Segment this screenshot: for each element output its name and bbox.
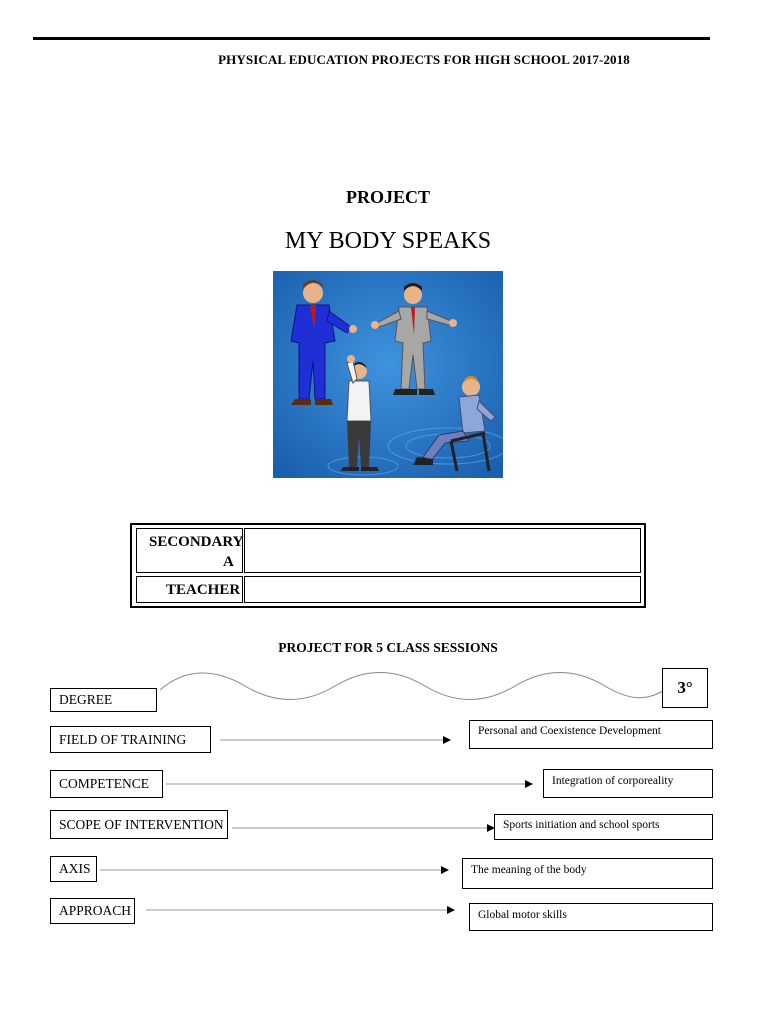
field-of-training-arrowhead [443,736,451,744]
degree-label: DEGREE [59,692,113,707]
secondary-value-cell[interactable] [244,528,641,573]
teacher-label: TEACHER [166,582,241,598]
field-of-training-value: Personal and Coexistence Development [478,725,661,737]
document-header-title: PHYSICAL EDUCATION PROJECTS FOR HIGH SCHOOL 2017-2018 [218,52,630,67]
degree-value: 3° [677,678,693,697]
scope-label: SCOPE OF INTERVENTION [59,816,224,832]
approach-value-box [469,903,713,931]
field-of-training-label-box [50,726,211,753]
scope-value-box [494,814,713,840]
approach-label-box [50,898,135,924]
scope-label-box [50,810,228,839]
competence-label-box [50,770,163,798]
axis-value-box [462,858,713,889]
body-language-illustration [273,271,503,478]
competence-value: Integration of corporeality [552,775,674,787]
sessions-title: PROJECT FOR 5 CLASS SESSIONS [278,640,498,655]
competence-value-box [543,769,713,798]
competence-label: COMPETENCE [59,776,150,791]
approach-arrowhead [447,906,455,914]
degree-value-box [662,668,708,708]
section-label: A [223,554,234,570]
project-name: MY BODY SPEAKS [284,228,492,254]
scope-value: Sports initiation and school sports [503,819,660,831]
axis-arrowhead [441,866,449,874]
approach-value: Global motor skills [478,909,567,921]
field-of-training-label: FIELD OF TRAINING [59,731,187,747]
secondary-label: SECONDARY [149,534,244,550]
approach-label: APPROACH [59,903,132,918]
teacher-value-cell[interactable] [244,576,641,603]
top-rule [33,37,710,40]
degree-label-box [50,688,157,712]
field-of-training-value-box [469,720,713,749]
class-info-table [130,523,646,608]
axis-value: The meaning of the body [471,864,587,876]
project-label: PROJECT [345,187,430,207]
competence-arrowhead [525,780,533,788]
degree-wave-connector [160,673,665,700]
axis-label-box [50,856,97,882]
axis-label: AXIS [59,861,91,876]
